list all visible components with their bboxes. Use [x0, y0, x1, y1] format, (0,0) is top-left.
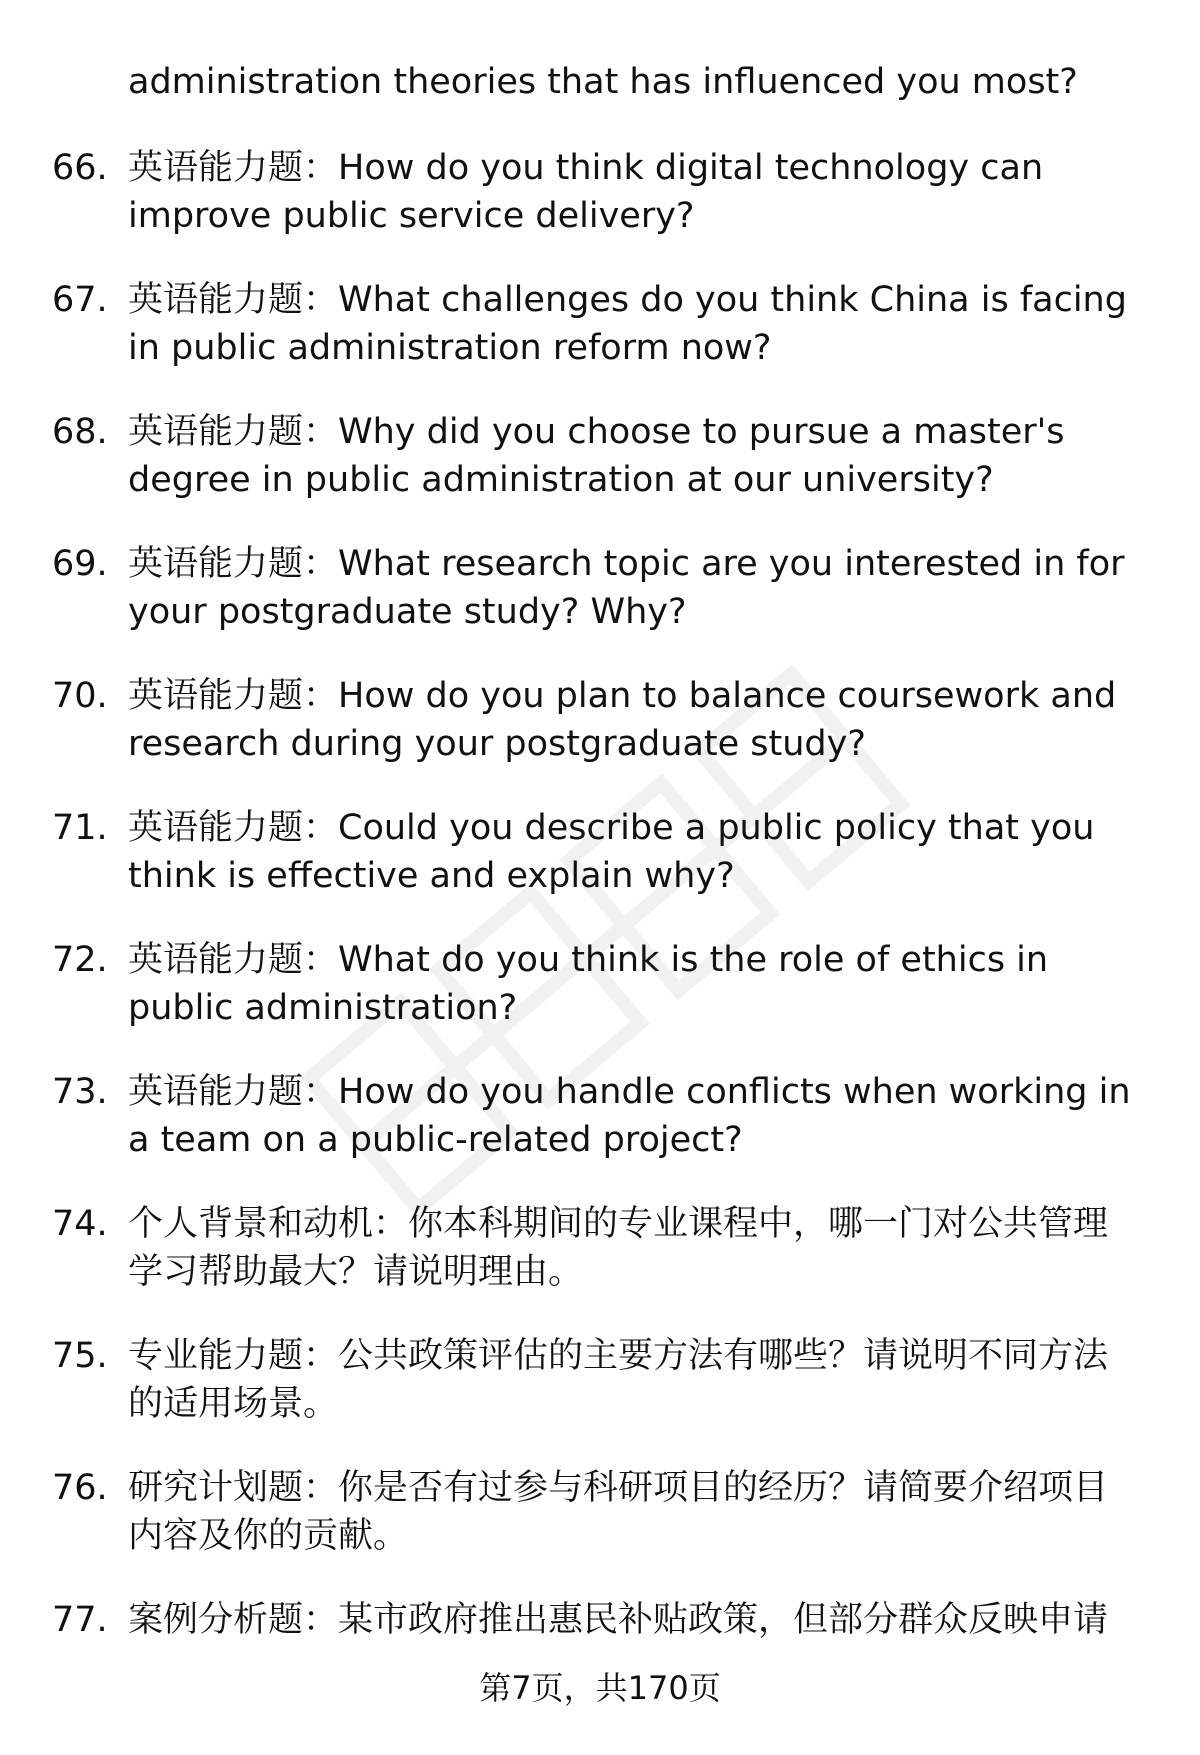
- question-item: [52, 1332, 1142, 1428]
- question-item: [52, 1596, 1142, 1644]
- question-number: 75.: [52, 1336, 108, 1376]
- question-number: 72.: [52, 940, 108, 980]
- question-item: [52, 672, 1142, 768]
- question-number: 67.: [52, 280, 108, 320]
- question-text: 英语能力题：What research topic are you interested in for your postgraduate study? Why?: [128, 544, 1125, 632]
- question-number: 68.: [52, 412, 108, 452]
- question-text: 英语能力题：Could you describe a public policy that you think is effective and explain why?: [128, 808, 1095, 896]
- question-text: 英语能力题：What challenges do you think China is facing in public administration reform now?: [128, 280, 1127, 368]
- question-number: 71.: [52, 808, 108, 848]
- question-number: 74.: [52, 1204, 108, 1244]
- question-item: [52, 1068, 1142, 1164]
- question-item: [52, 144, 1142, 240]
- question-item: [52, 276, 1142, 372]
- question-text: 英语能力题：How do you think digital technology can improve public service delivery?: [128, 148, 1044, 236]
- question-item: [52, 540, 1142, 636]
- question-continuation: [52, 58, 1142, 106]
- question-text: 英语能力题：Why did you choose to pursue a master's degree in public administration at our university?: [128, 412, 1065, 500]
- question-item: [52, 804, 1142, 900]
- continuation-text: administration theories that has influenced you most?: [128, 62, 1078, 102]
- question-text: 英语能力题：How do you handle conflicts when working in a team on a public-related project?: [128, 1072, 1131, 1160]
- question-number: 76.: [52, 1468, 108, 1508]
- question-text: 个人背景和动机：你本科期间的专业课程中，哪一门对公共管理学习帮助最大？请说明理由。: [128, 1204, 1109, 1292]
- question-text: 英语能力题：How do you plan to balance coursework and research during your postgraduate study?: [128, 676, 1117, 764]
- question-text: 专业能力题：公共政策评估的主要方法有哪些？请说明不同方法的适用场景。: [128, 1336, 1109, 1424]
- question-item: [52, 936, 1142, 1032]
- question-item: [52, 1200, 1142, 1296]
- question-number: 66.: [52, 148, 108, 188]
- question-list: [52, 58, 1142, 1680]
- question-number: 69.: [52, 544, 108, 584]
- question-text: 英语能力题：What do you think is the role of ethics in public administration?: [128, 940, 1049, 1028]
- question-text: 案例分析题：某市政府推出惠民补贴政策，但部分群众反映申请: [128, 1600, 1109, 1640]
- question-number: 77.: [52, 1600, 108, 1640]
- question-text: 研究计划题：你是否有过参与科研项目的经历？请简要介绍项目内容及你的贡献。: [128, 1468, 1109, 1556]
- question-item: [52, 408, 1142, 504]
- question-number: 70.: [52, 676, 108, 716]
- question-number: 73.: [52, 1072, 108, 1112]
- question-item: [52, 1464, 1142, 1560]
- page-footer: 第7页，共170页: [479, 1669, 721, 1707]
